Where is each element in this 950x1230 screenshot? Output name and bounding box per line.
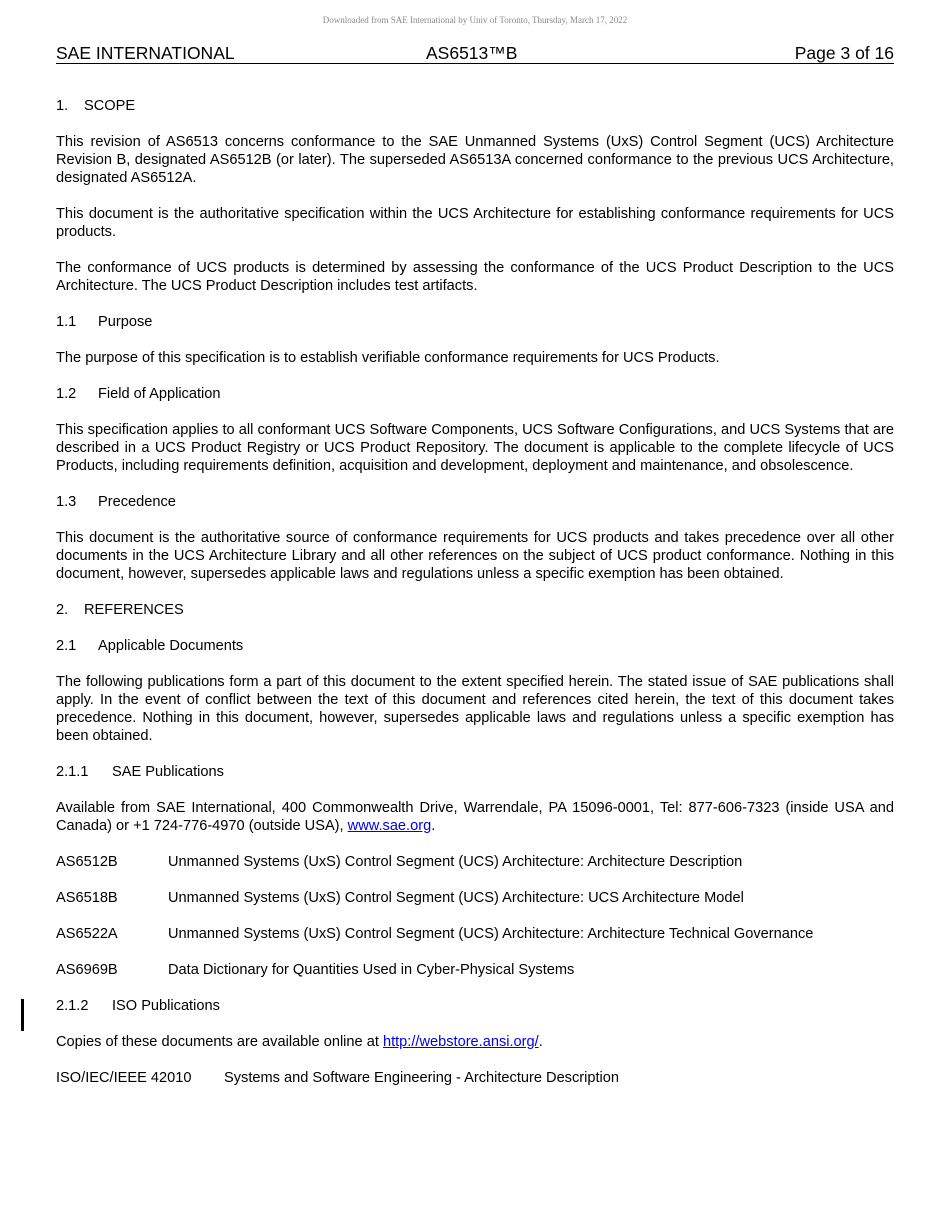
section-field-heading	[56, 385, 894, 403]
section-title: SCOPE	[84, 98, 136, 114]
section-number: 1.3	[56, 494, 77, 510]
section-number: 2.1	[56, 638, 77, 654]
section-purpose-heading	[56, 313, 894, 331]
section-number: 1.	[56, 98, 69, 114]
reference-item	[56, 1069, 894, 1087]
download-watermark: Downloaded from SAE International by Univ of Toronto, Thursday, March 17, 2022	[322, 15, 628, 25]
paragraph	[56, 1033, 894, 1051]
reference-title: Unmanned Systems (UxS) Control Segment (UCS) Architecture: Architecture Description	[168, 854, 743, 870]
section-references-heading	[56, 601, 894, 619]
punctuation: .	[431, 818, 436, 834]
paragraph	[56, 799, 894, 835]
document-body	[56, 97, 894, 1105]
section-number: 2.	[56, 602, 69, 618]
paragraph: This document is the authoritative specification within the UCS Architecture for establishing conformance requirements for UCS products.	[56, 206, 894, 240]
section-title: Field of Application	[98, 386, 221, 402]
section-sae-publications-heading	[56, 763, 894, 781]
punctuation: .	[538, 1034, 543, 1050]
section-title: SAE Publications	[112, 764, 224, 780]
section-number: 1.1	[56, 314, 77, 330]
section-number: 2.1.1	[56, 764, 89, 780]
paragraph: This specification applies to all conformant UCS Software Components, UCS Software Configurations, and UCS Systems that are described in a UCS Product Registry or UCS Product Repository. The document is applicable to the complete lifecycle of UCS Products, including requirements definition, acquisition and development, deployment and maintenance, and obsolescence.	[56, 422, 894, 474]
reference-item	[56, 853, 894, 871]
page-header	[56, 43, 894, 64]
revision-change-bar	[21, 999, 24, 1031]
paragraph: This revision of AS6513 concerns conformance to the SAE Unmanned Systems (UxS) Control Segment (UCS) Architecture Revision B, designated AS6512B (or later). The superseded AS6513A concerned conformance to the previous UCS Architecture, designated AS6512A.	[56, 134, 894, 186]
section-precedence-heading	[56, 493, 894, 511]
reference-title: Unmanned Systems (UxS) Control Segment (UCS) Architecture: UCS Architecture Model	[168, 890, 744, 906]
reference-code: AS6522A	[56, 926, 118, 942]
header-page-number: Page 3 of 16	[794, 43, 894, 63]
paragraph: The conformance of UCS products is determined by assessing the conformance of the UCS Product Description to the UCS Architecture. The UCS Product Description includes test artifacts.	[56, 260, 894, 294]
ansi-webstore-link[interactable]: http://webstore.ansi.org/	[382, 1034, 539, 1050]
reference-code: AS6512B	[56, 854, 118, 870]
section-applicable-heading	[56, 637, 894, 655]
reference-title: Systems and Software Engineering - Architecture Description	[224, 1070, 620, 1086]
reference-code: AS6969B	[56, 962, 118, 978]
iso-availability-text: Copies of these documents are available online at	[56, 1034, 379, 1050]
reference-title: Unmanned Systems (UxS) Control Segment (UCS) Architecture: Architecture Technical Governance	[168, 926, 814, 942]
section-iso-publications-heading	[56, 997, 894, 1015]
section-title: Precedence	[98, 494, 176, 510]
reference-item	[56, 889, 894, 907]
reference-title: Data Dictionary for Quantities Used in Cyber-Physical Systems	[168, 962, 575, 978]
section-title: Purpose	[98, 314, 153, 330]
header-doc-id: AS6513™B	[426, 43, 518, 63]
section-number: 2.1.2	[56, 998, 89, 1014]
sae-availability-text: Available from SAE International, 400 Commonwealth Drive, Warrendale, PA 15096-0001, Tel: 877-606-7323 (inside USA and Canada) or +1 724-776-4970 (outside USA),	[56, 800, 894, 834]
section-number: 1.2	[56, 386, 77, 402]
section-scope-heading	[56, 97, 894, 115]
section-title: REFERENCES	[84, 602, 184, 618]
paragraph: The purpose of this specification is to establish verifiable conformance requirements for UCS Products.	[56, 350, 720, 366]
section-title: ISO Publications	[112, 998, 220, 1014]
paragraph: This document is the authoritative source of conformance requirements for UCS products and takes precedence over all other documents in the UCS Architecture Library and all other references on the subject of UCS product conformance. Nothing in this document, however, supersedes applicable laws and regulations unless a specific exemption has been obtained.	[56, 530, 894, 582]
sae-website-link[interactable]: www.sae.org	[347, 818, 432, 834]
paragraph: The following publications form a part of this document to the extent specified herein. The stated issue of SAE publications shall apply. In the event of conflict between the text of this document and references cited herein, the text of this document takes precedence. Nothing in this document, however, supersedes applicable laws and regulations unless a specific exemption has been obtained.	[56, 674, 894, 744]
reference-code: AS6518B	[56, 890, 118, 906]
header-org: SAE INTERNATIONAL	[56, 43, 235, 63]
section-title: Applicable Documents	[98, 638, 244, 654]
reference-item	[56, 961, 894, 979]
reference-code: ISO/IEC/IEEE 42010	[56, 1070, 192, 1086]
reference-item	[56, 925, 894, 943]
